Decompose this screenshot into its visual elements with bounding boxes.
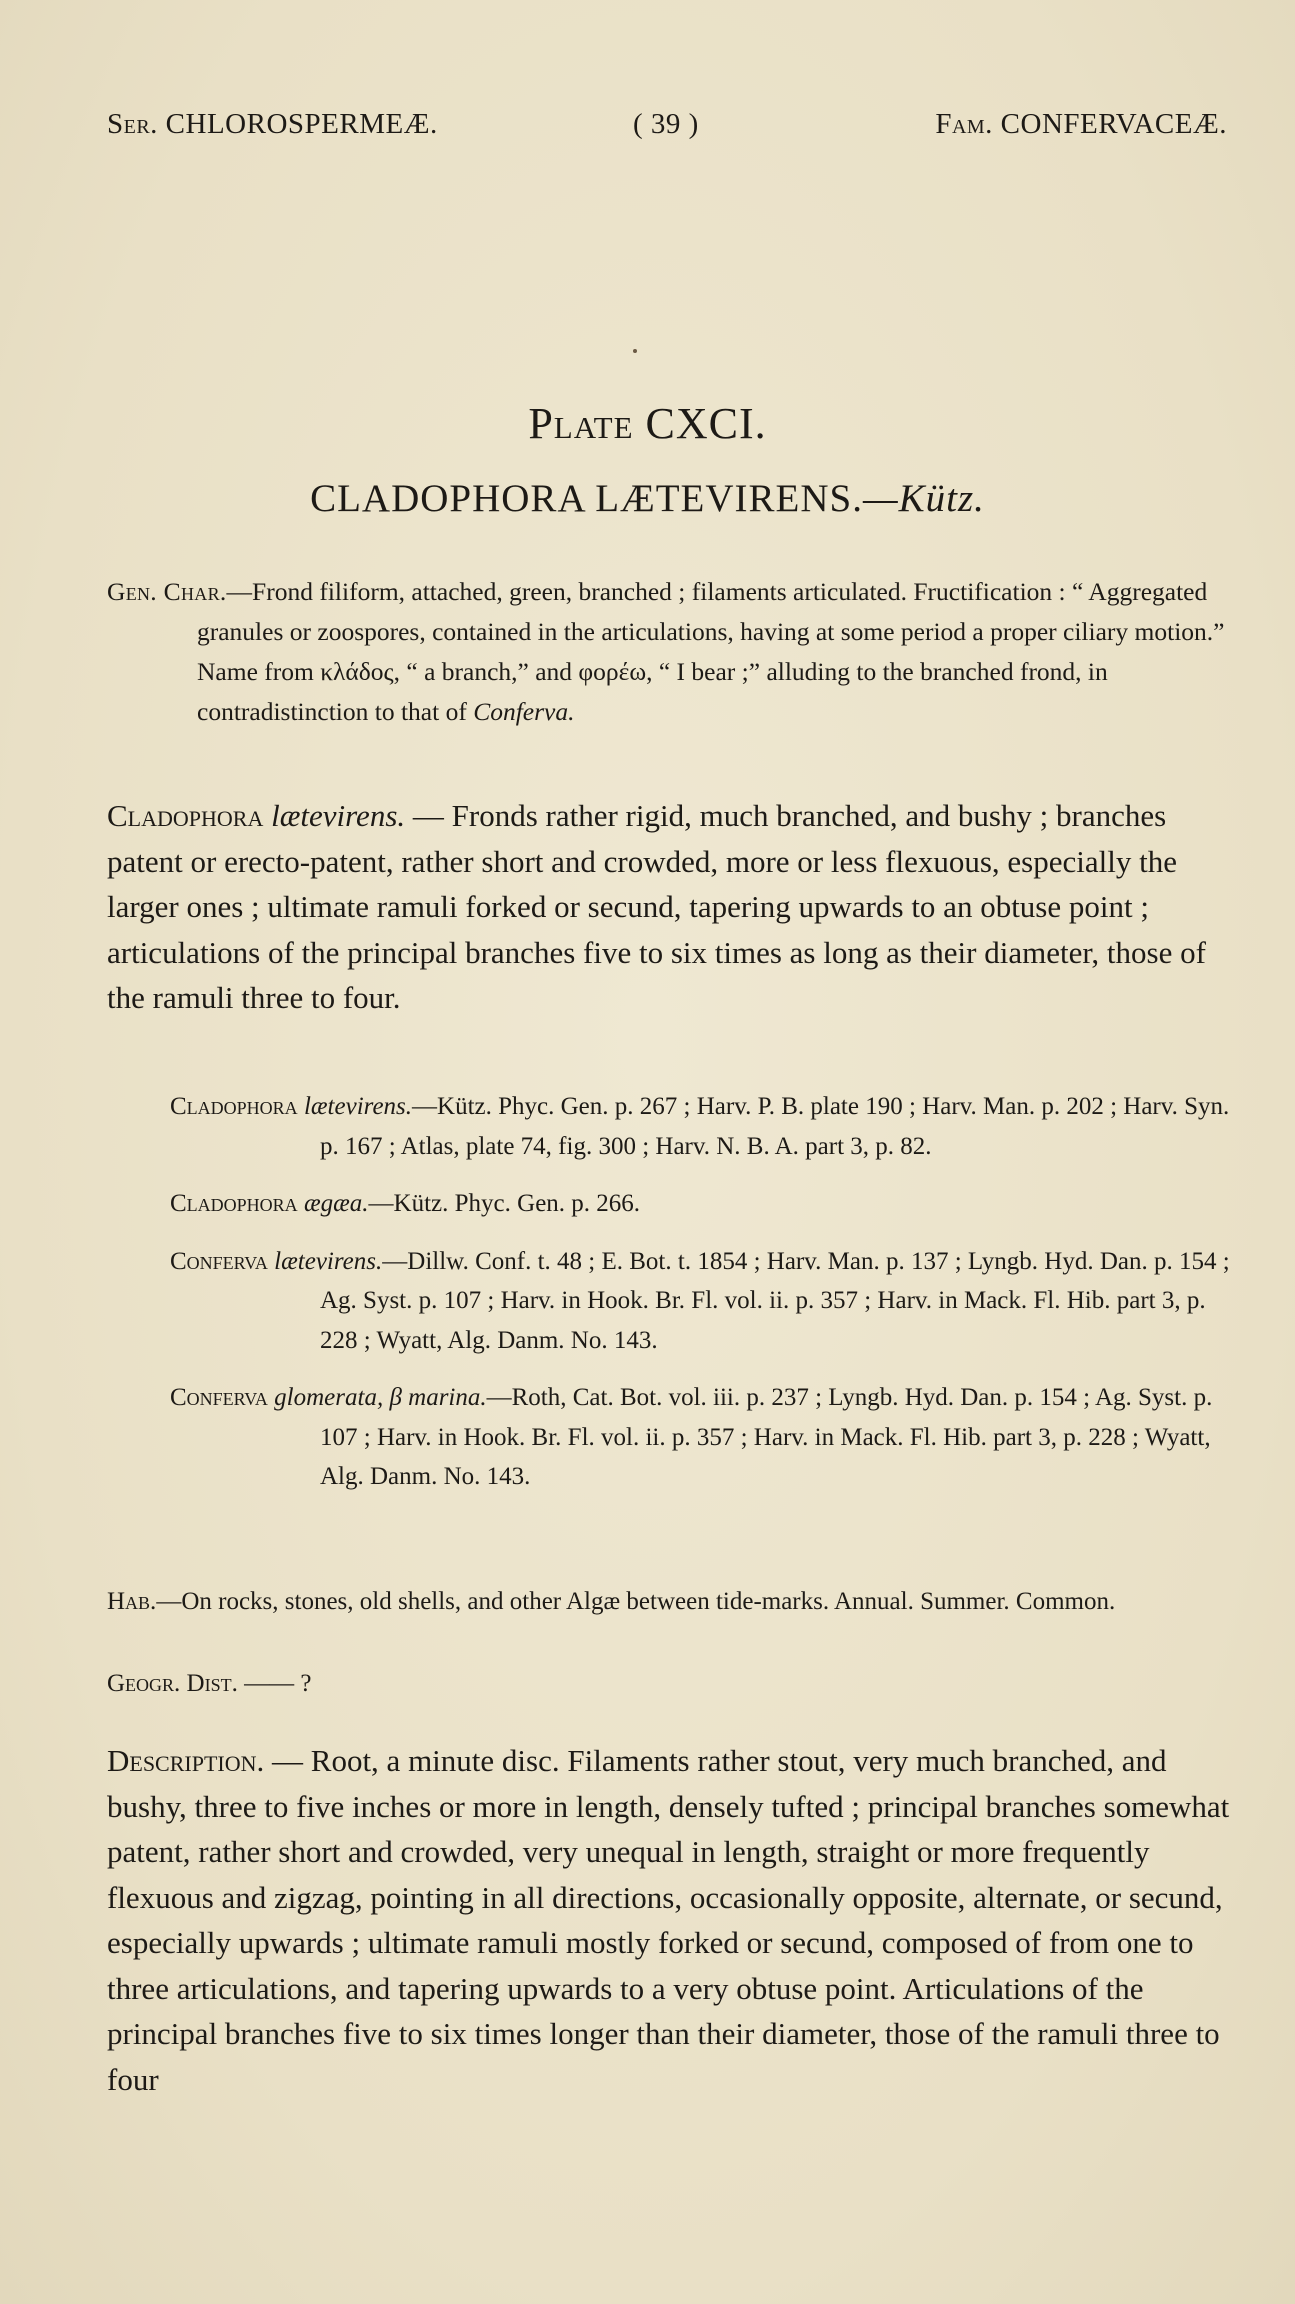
- species-author: —Kütz.: [862, 477, 985, 520]
- synonym-entry: [170, 1378, 1235, 1497]
- running-head-family: Fam. CONFERVACEÆ.: [935, 108, 1227, 140]
- synonym-ref: —Roth, Cat. Bot. vol. iii. p. 237 ; Lyngb. Hyd. Dan. p. 154 ; Ag. Syst. p. 107 ; Harv. in Hook. Br. Fl. vol. ii. p. 357 ; Harv. in Mack. Fl. Hib. part 3, p. 228 ; Wyatt, Alg. Danm. No. 143.: [320, 1384, 1213, 1490]
- geogr-label: Geogr. Dist.: [107, 1670, 238, 1697]
- species-name: CLADOPHORA LÆTEVIRENS.: [310, 477, 863, 520]
- synonym-genus: Conferva: [170, 1247, 268, 1275]
- description-label: Description.: [107, 1743, 265, 1778]
- description-text: — Root, a minute disc. Filaments rather stout, very much branched, and bushy, three to five inches or more in length, densely tufted ; principal branches somewhat patent, rather short and crowded, very unequal in length, straight or more frequently flexuous and zigzag, pointing in all directions, occasionally opposite, alternate, or secund, especially upwards ; ultimate ramuli mostly forked or secund, composed of from one to three articulations, and tapering upwards to a very obtuse point. Articulations of the principal branches five to six times longer than their diameter, those of the ramuli three to four: [107, 1743, 1230, 2097]
- habitat-text: —On rocks, stones, old shells, and other Algæ between tide-marks. Annual. Summer. Common.: [156, 1588, 1116, 1615]
- diagnosis-genus: Cladophora: [107, 798, 264, 833]
- generic-character: [107, 572, 1235, 732]
- synonym-entry: [170, 1184, 1235, 1224]
- synonym-ref: —Dillw. Conf. t. 48 ; E. Bot. t. 1854 ; Harv. Man. p. 137 ; Lyngb. Hyd. Dan. p. 154 ; Ag. Syst. p. 107 ; Harv. in Hook. Br. Fl. vol. ii. p. 357 ; Harv. in Mack. Fl. Hib. part 3, p. 228 ; Wyatt, Alg. Danm. No. 143.: [320, 1247, 1230, 1354]
- page-number: ( 39 ): [633, 108, 699, 140]
- description: [107, 1738, 1235, 2102]
- habitat-label: Hab.: [107, 1588, 157, 1615]
- synonym-name: ægæa.: [303, 1190, 369, 1217]
- synonym-entry: [170, 1087, 1235, 1166]
- synonym-genus: Cladophora: [170, 1093, 298, 1120]
- running-head: [0, 108, 1295, 148]
- geographic-distribution: [107, 1670, 707, 1698]
- species-diagnosis: [107, 793, 1235, 1021]
- gen-char-end: Conferva.: [473, 697, 575, 726]
- synonym-name: glomerata, β marina.: [274, 1384, 487, 1411]
- synonym-entry: [170, 1242, 1235, 1361]
- geogr-text: —— ?: [237, 1670, 312, 1697]
- running-head-series: Ser. CHLOROSPERMEÆ.: [107, 108, 438, 140]
- synonym-ref: —Kütz. Phyc. Gen. p. 266.: [368, 1190, 641, 1217]
- diagnosis-species: lætevirens.: [271, 798, 406, 833]
- species-title: [0, 476, 1295, 521]
- synonym-ref: —Kütz. Phyc. Gen. p. 267 ; Harv. P. B. plate 190 ; Harv. Man. p. 202 ; Harv. Syn. p. 167 ; Atlas, plate 74, fig. 300 ; Harv. N. B. A. part 3, p. 82.: [320, 1093, 1230, 1160]
- synonym-genus: Conferva: [170, 1384, 268, 1411]
- plate-title: Plate CXCI.: [528, 399, 767, 448]
- habitat: [107, 1582, 1235, 1622]
- synonym-name: lætevirens.: [303, 1093, 413, 1120]
- ink-speck: [633, 349, 637, 353]
- gen-char-text: —Frond filiform, attached, green, branched ; filaments articulated. Fructification : “ Aggregated granules or zoospores, contained in the articulations, having at some period a proper ciliary motion.” Name from κλάδος, “ a branch,” and φορέω, “ I bear ;” alluding to the branched frond, in contradistinction to that of: [197, 577, 1225, 726]
- diagnosis-text: — Fronds rather rigid, much branched, and bushy ; branches patent or erecto-patent, rather short and crowded, more or less flexuous, especially the larger ones ; ultimate ramuli forked or secund, tapering upwards to an obtuse point ; articulations of the principal branches five to six times as long as their diameter, those of the ramuli three to four.: [107, 798, 1206, 1015]
- synonym-name: lætevirens.: [274, 1247, 383, 1275]
- gen-char-label: Gen. Char.: [107, 577, 227, 606]
- synonym-genus: Cladophora: [170, 1190, 298, 1217]
- synonymy-list: [170, 1087, 1235, 1515]
